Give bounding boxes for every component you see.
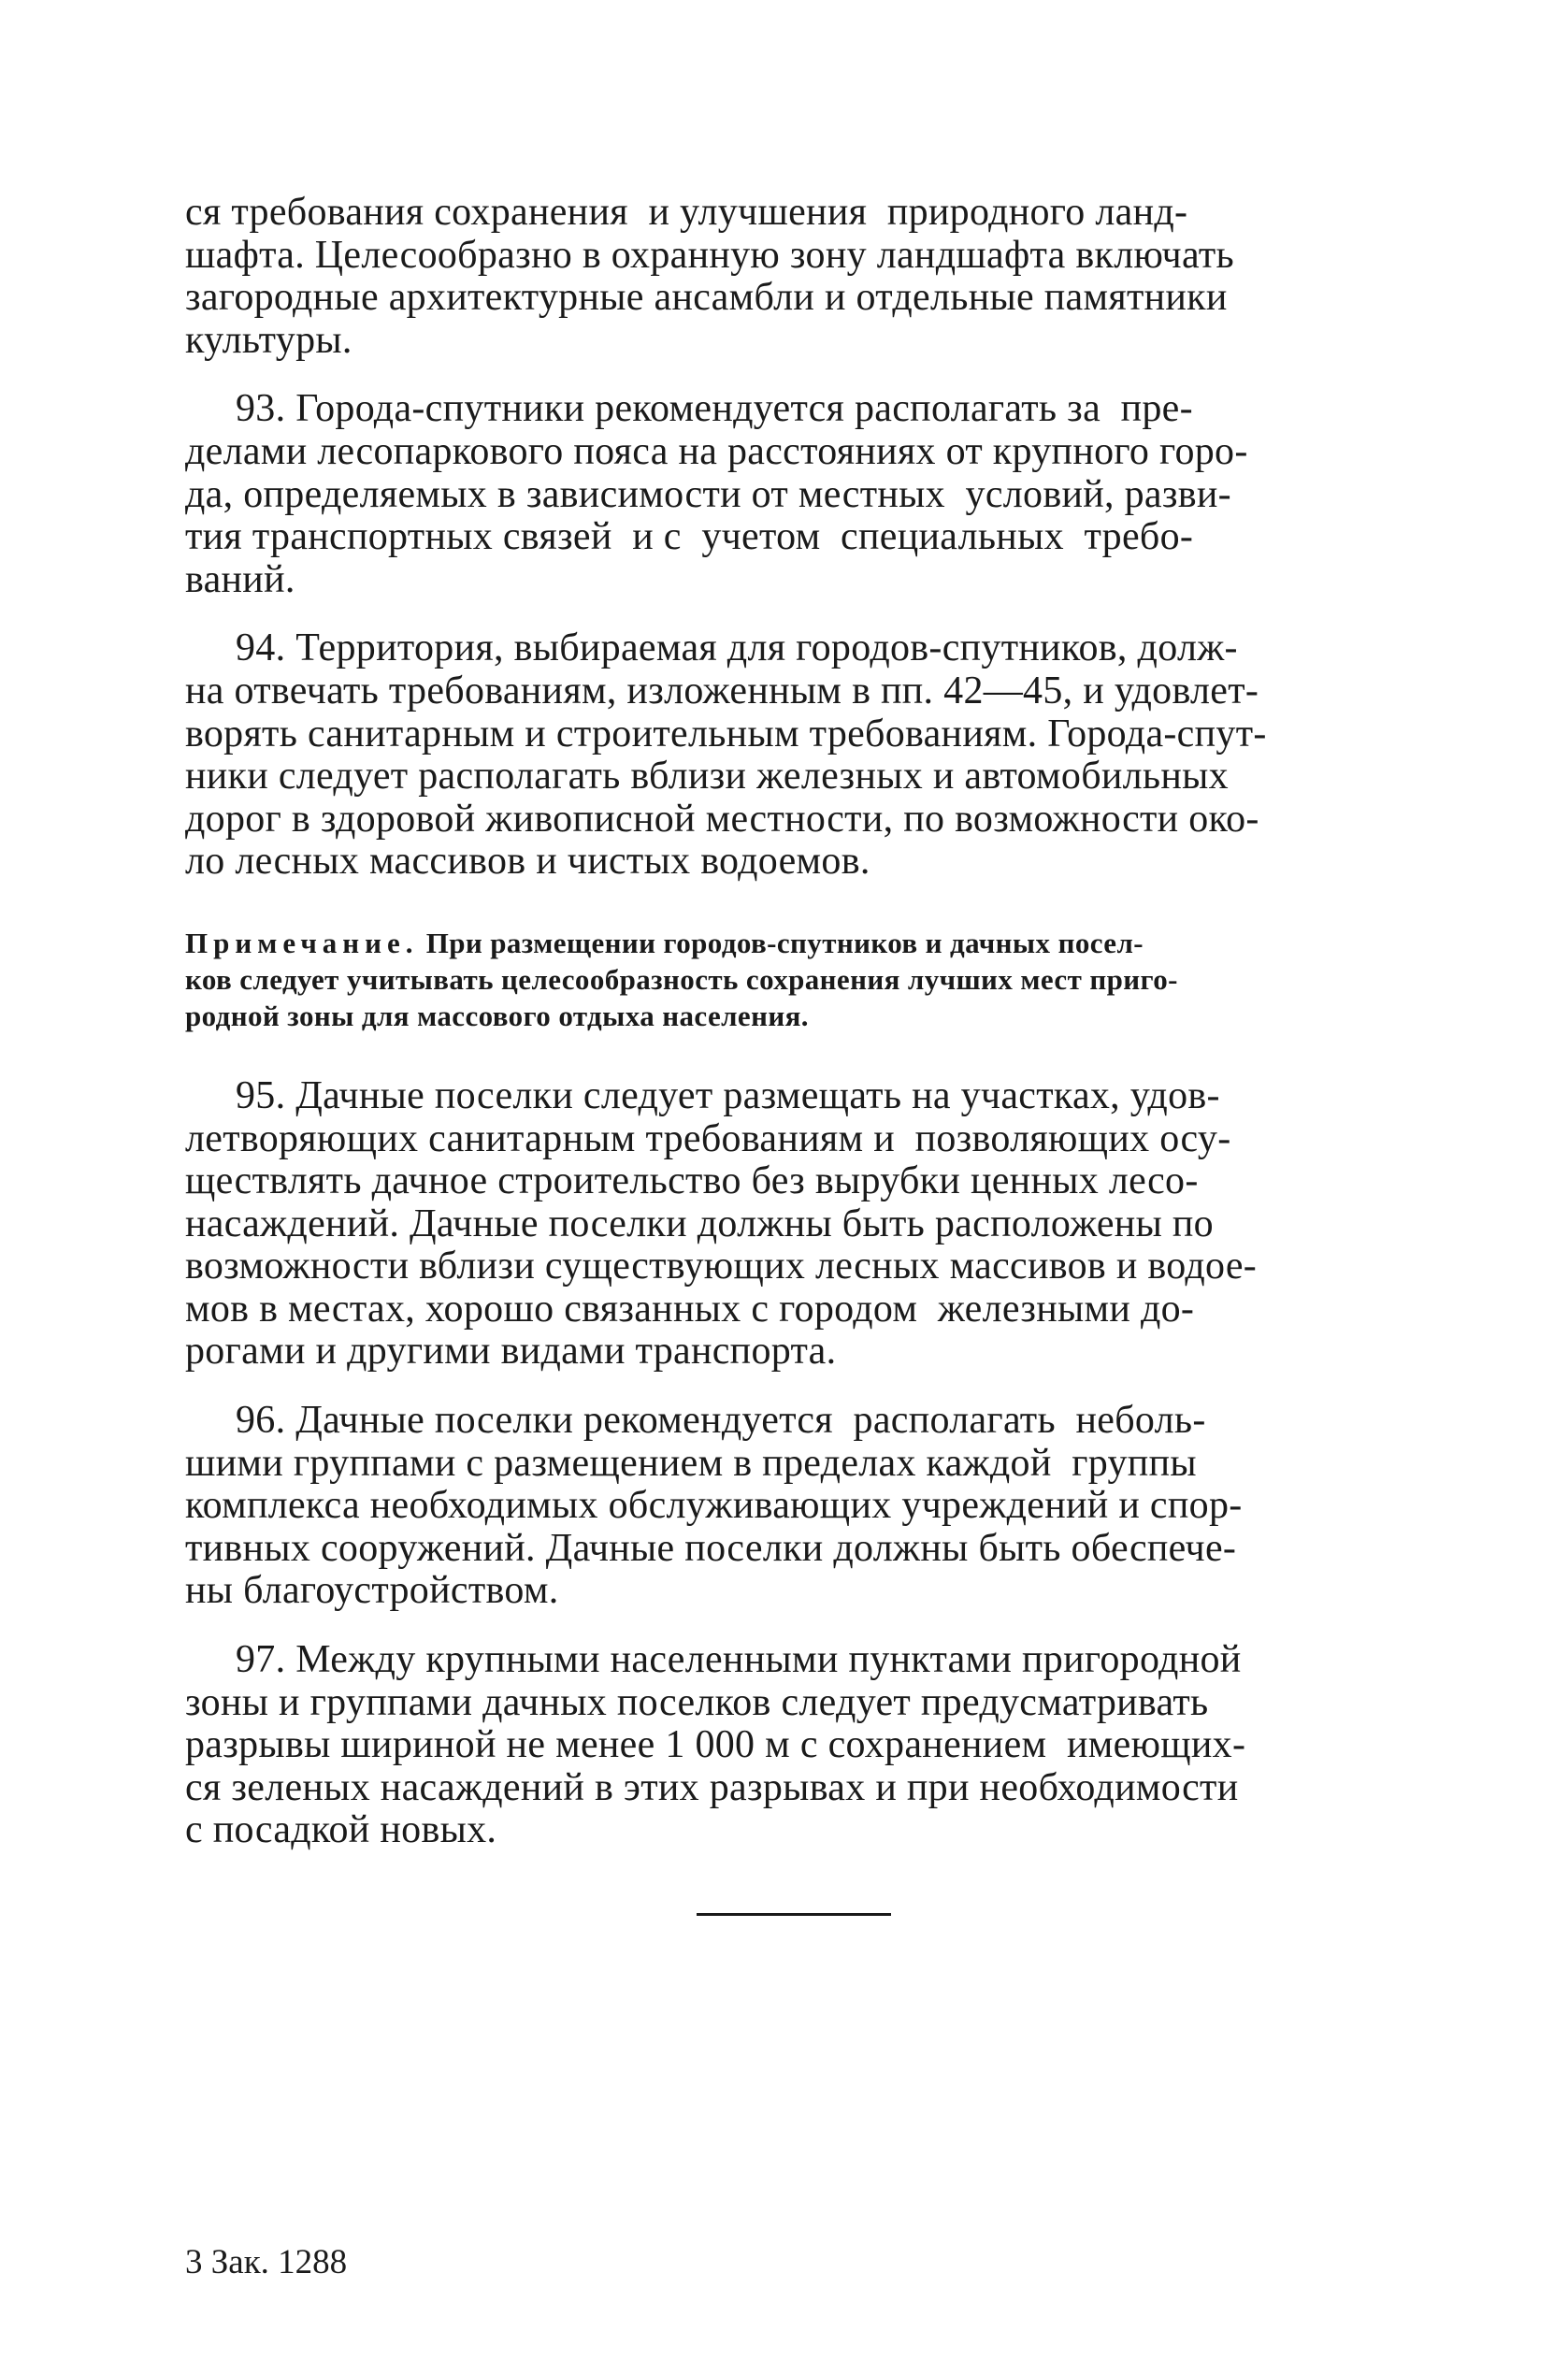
note-block	[185, 925, 1401, 1034]
text-line: летворяющих санитарным требованиям и позволяющих осу-	[185, 1116, 1231, 1160]
page-footer: 3 Зак. 1288	[185, 2243, 348, 2281]
paragraph	[185, 388, 1401, 601]
note-label: Примечание.	[185, 926, 419, 959]
text-line: да, определяемых в зависимости от местных условий, разви-	[185, 472, 1231, 516]
text-line: мов в местах, хорошо связанных с городом железными до-	[185, 1287, 1195, 1331]
text-line: ваний.	[185, 557, 295, 601]
note-line: ков следует учитывать целесообразность сохранения лучших мест приго-	[185, 962, 1178, 996]
document-page	[185, 192, 1401, 1852]
text-line: на отвечать требованиям, изложенным в пп. 42—45, и удовлет-	[185, 669, 1259, 712]
text-line: дорог в здоровой живописной местности, по возможности око-	[185, 797, 1259, 841]
text-line: ники следует располагать вблизи железных и автомобильных	[185, 755, 1229, 799]
body-text-before-note	[185, 192, 1401, 884]
text-line: делами лесопаркового пояса на расстояниях от крупного горо-	[185, 429, 1248, 473]
section-end-rule	[697, 1913, 891, 1916]
text-line: тивных сооружений. Дачные поселки должны быть обеспече-	[185, 1526, 1237, 1570]
text-line: ворять санитарным и строительным требованиям. Города-спут-	[185, 712, 1267, 755]
text-line: комплекса необходимых обслуживающих учреждений и спор-	[185, 1484, 1243, 1528]
text-line: шафта. Целесообразно в охранную зону ландшафта включать	[185, 233, 1234, 277]
note-first-line	[185, 925, 1401, 961]
paragraph	[185, 192, 1401, 362]
text-line: ся требования сохранения и улучшения природного ланд-	[185, 191, 1188, 234]
note-first-line-text: При размещении городов-спутников и дачных посел-	[418, 926, 1144, 959]
text-line: тия транспортных связей и с учетом специальных требо-	[185, 515, 1194, 559]
paragraph	[185, 627, 1401, 884]
text-line: 94. Территория, выбираемая для городов-спутников, долж-	[185, 626, 1238, 670]
paragraph	[185, 1639, 1401, 1852]
paragraph	[185, 1075, 1401, 1374]
text-line: зоны и группами дачных поселков следует предусматривать	[185, 1680, 1209, 1724]
text-line: 96. Дачные поселки рекомендуется располагать неболь-	[185, 1399, 1206, 1443]
text-line: ся зеленых насаждений в этих разрывах и при необходимости	[185, 1765, 1239, 1809]
text-line: 95. Дачные поселки следует размещать на участках, удов-	[185, 1073, 1220, 1117]
text-line: рогами и другими видами транспорта.	[185, 1330, 837, 1374]
text-line: культуры.	[185, 318, 352, 362]
body-text-after-note	[185, 1075, 1401, 1852]
text-line: с посадкой новых.	[185, 1808, 497, 1852]
text-line: насаждений. Дачные поселки должны быть расположены по	[185, 1201, 1214, 1245]
text-line: 93. Города-спутники рекомендуется располагать за пре-	[185, 387, 1193, 431]
text-line: загородные архитектурные ансамбли и отдельные памятники	[185, 276, 1228, 320]
paragraph	[185, 1400, 1401, 1613]
text-line: разрывы шириной не менее 1 000 м с сохранением имеющих-	[185, 1723, 1246, 1767]
text-line: ществлять дачное строительство без вырубки ценных лесо-	[185, 1159, 1199, 1203]
text-line: возможности вблизи существующих лесных массивов и водое-	[185, 1245, 1258, 1288]
text-line: 97. Между крупными населенными пунктами пригородной	[185, 1638, 1242, 1682]
note-line: родной зоны для массового отдыха населения.	[185, 999, 809, 1032]
text-line: ны благоустройством.	[185, 1569, 559, 1613]
text-line: шими группами с размещением в пределах каждой группы	[185, 1441, 1197, 1485]
text-line: ло лесных массивов и чистых водоемов.	[185, 840, 870, 884]
